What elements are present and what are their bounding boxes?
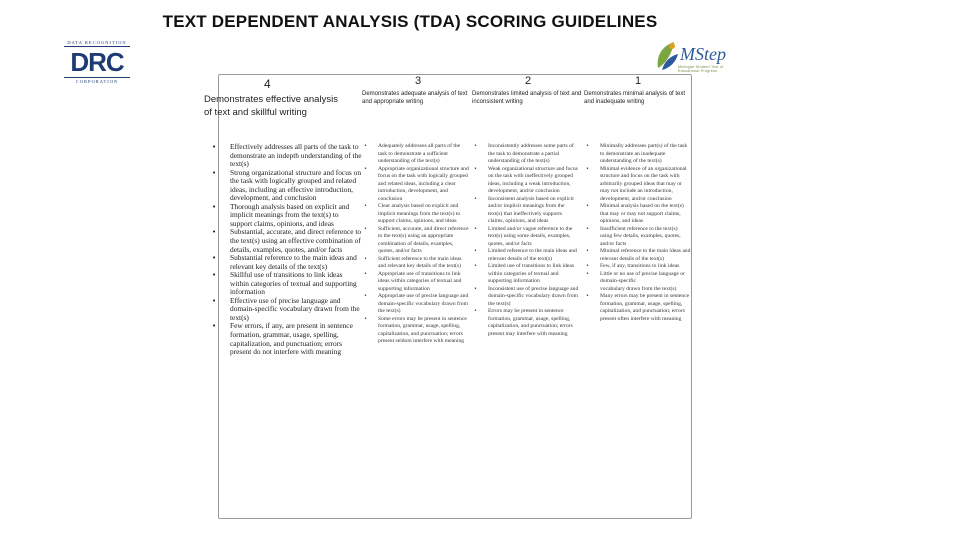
criteria-item: • Few, if any, transitions to link ideas (586, 263, 691, 271)
score-heading: Demonstrates limited analysis of text and inconsistent writing (472, 91, 582, 105)
mstep-logo (652, 38, 744, 74)
criteria-item: • Some errors may be present in sentence formation, grammar, usage, spelling, capitalization, and punctuation; errors present seldom interfere with meaning (364, 316, 469, 346)
criteria-item: • Skillful use of transitions to link ideas within categories of textual and supporting information (212, 271, 362, 297)
criteria-item: • Few errors, if any, are present in sentence formation, grammar, usage, spelling, capitalization, and punctuation; errors present do not interfere with meaning (212, 322, 362, 356)
criteria-item: • Inconsistently addresses some parts of the task to demonstrate a partial understanding of the text(s) (474, 143, 579, 166)
criteria-item: • Sufficient, accurate, and direct reference to the text(s) using an appropriate combination of details, examples, quotes, and/or facts (364, 226, 469, 256)
criteria-item: • Inconsistent use of precise language and domain-specific vocabulary drawn from the text(s) (474, 286, 579, 309)
criteria-item: • Sufficient reference to the main ideas and relevant key details of the text(s) (364, 256, 469, 271)
criteria-item: • Appropriate use of precise language and domain-specific vocabulary drawn from the text(s) (364, 293, 469, 316)
score-value: 2 (524, 75, 532, 87)
mstep-logo-wordmark: MStep (680, 44, 726, 64)
criteria-item: • Minimal analysis based on the text(s) that may or may not support claims, opinions, and ideas (586, 203, 691, 226)
criteria-item: • Minimal evidence of an organizational structure and focus on the task with arbitrarily grouped ideas that may or may not include an introduction, development, and/or conclusion (586, 166, 691, 204)
criteria-item: • Limited reference to the main ideas and relevant details of the text(s) (474, 248, 579, 263)
criteria-item: • Appropriate organizational structure and focus on the task with logically grouped and related ideas, including a clear introduction, development, and conclusion (364, 166, 469, 204)
criteria-item: • Effectively addresses all parts of the task to demonstrate an indepth understanding of the text(s) (212, 143, 362, 169)
score-value: 1 (634, 75, 642, 87)
mstep-logo-tagline: Michigan Student Test of Educational Progress (678, 65, 724, 73)
criteria-item: • Insufficient reference to the text(s) using few details, examples, quotes, and/or facts (586, 226, 691, 249)
criteria-item: • Many errors may be present in sentence formation, grammar, usage, spelling, capitalization, and punctuation; errors present often interfere with meaning (586, 293, 691, 323)
criteria-item: • Minimal reference to the main ideas and relevant details of the text(s) (586, 248, 691, 263)
criteria-item: • Limited and/or vague reference to the text(s) using some details, examples, quotes, and/or facts (474, 226, 579, 249)
criteria-item: • Inconsistent analysis based on explicit and/or implicit meanings from the text(s) that ineffectively supports claims, opinions, and ideas (474, 196, 579, 226)
score-heading: Demonstrates effective analysis of text and skillful writing (204, 94, 338, 118)
criteria-item: • Substantial reference to the main ideas and relevant key details of the text(s) (212, 254, 362, 271)
criteria-item: • Adequately addresses all parts of the task to demonstrate a sufficient understanding of the text(s) (364, 143, 469, 166)
criteria-item: • Effective use of precise language and domain-specific vocabulary drawn from the text(s) (212, 297, 362, 323)
score-value: 4 (264, 77, 271, 91)
criteria-list (474, 143, 579, 338)
criteria-item: • Limited use of transitions to link ideas within categories of textual and supporting information (474, 263, 579, 286)
criteria-item: • Little or no use of precise language or domain-specific (586, 271, 691, 286)
score-heading: Demonstrates minimal analysis of text and inadequate writing (584, 91, 686, 105)
criteria-item: • Substantial, accurate, and direct reference to the text(s) using an effective combination of details, examples, quotes, and/or facts (212, 228, 362, 254)
score-heading: Demonstrates adequate analysis of text and appropriate writing (362, 91, 468, 105)
criteria-list (364, 143, 469, 346)
score-value: 3 (414, 75, 422, 87)
drc-logo (62, 40, 132, 88)
criteria-item: • Appropriate use of transitions to link ideas within categories of textual and supporting information (364, 271, 469, 294)
criteria-list (586, 143, 691, 323)
criteria-list (212, 143, 362, 357)
criteria-item: • Errors may be present in sentence formation, grammar, usage, spelling, capitalization, and punctuation; errors present may interfere with meaning (474, 308, 579, 338)
page-title: TEXT DEPENDENT ANALYSIS (TDA) SCORING GUIDELINES (162, 12, 658, 31)
criteria-item: • Minimally addresses part(s) of the task to demonstrate an inadequate understanding of the text(s) (586, 143, 691, 166)
criteria-item: • Weak organizational structure and focus on the task with ineffectively grouped ideas, including a weak introduction, development, and/or conclusion (474, 166, 579, 196)
scoring-guidelines-panel (204, 74, 692, 519)
drc-logo-bottom-text: CORPORATION (75, 79, 119, 84)
drc-logo-wordmark: DRC (70, 47, 124, 77)
drc-logo-top-text: DATA RECOGNITION (67, 40, 127, 45)
criteria-item: • Thorough analysis based on explicit and implicit meanings from the text(s) to support claims, opinions, and ideas (212, 203, 362, 229)
drc-logo-rule (64, 77, 130, 78)
criteria-item: • Clear analysis based on explicit and implicit meanings from the text(s) to support claims, opinions, and ideas (364, 203, 469, 226)
criteria-item-continuation: vocabulary drawn from the text(s) (600, 285, 677, 292)
criteria-item: • Strong organizational structure and focus on the task with logically grouped and related ideas, including an effective introduction, development, and conclusion (212, 169, 362, 203)
